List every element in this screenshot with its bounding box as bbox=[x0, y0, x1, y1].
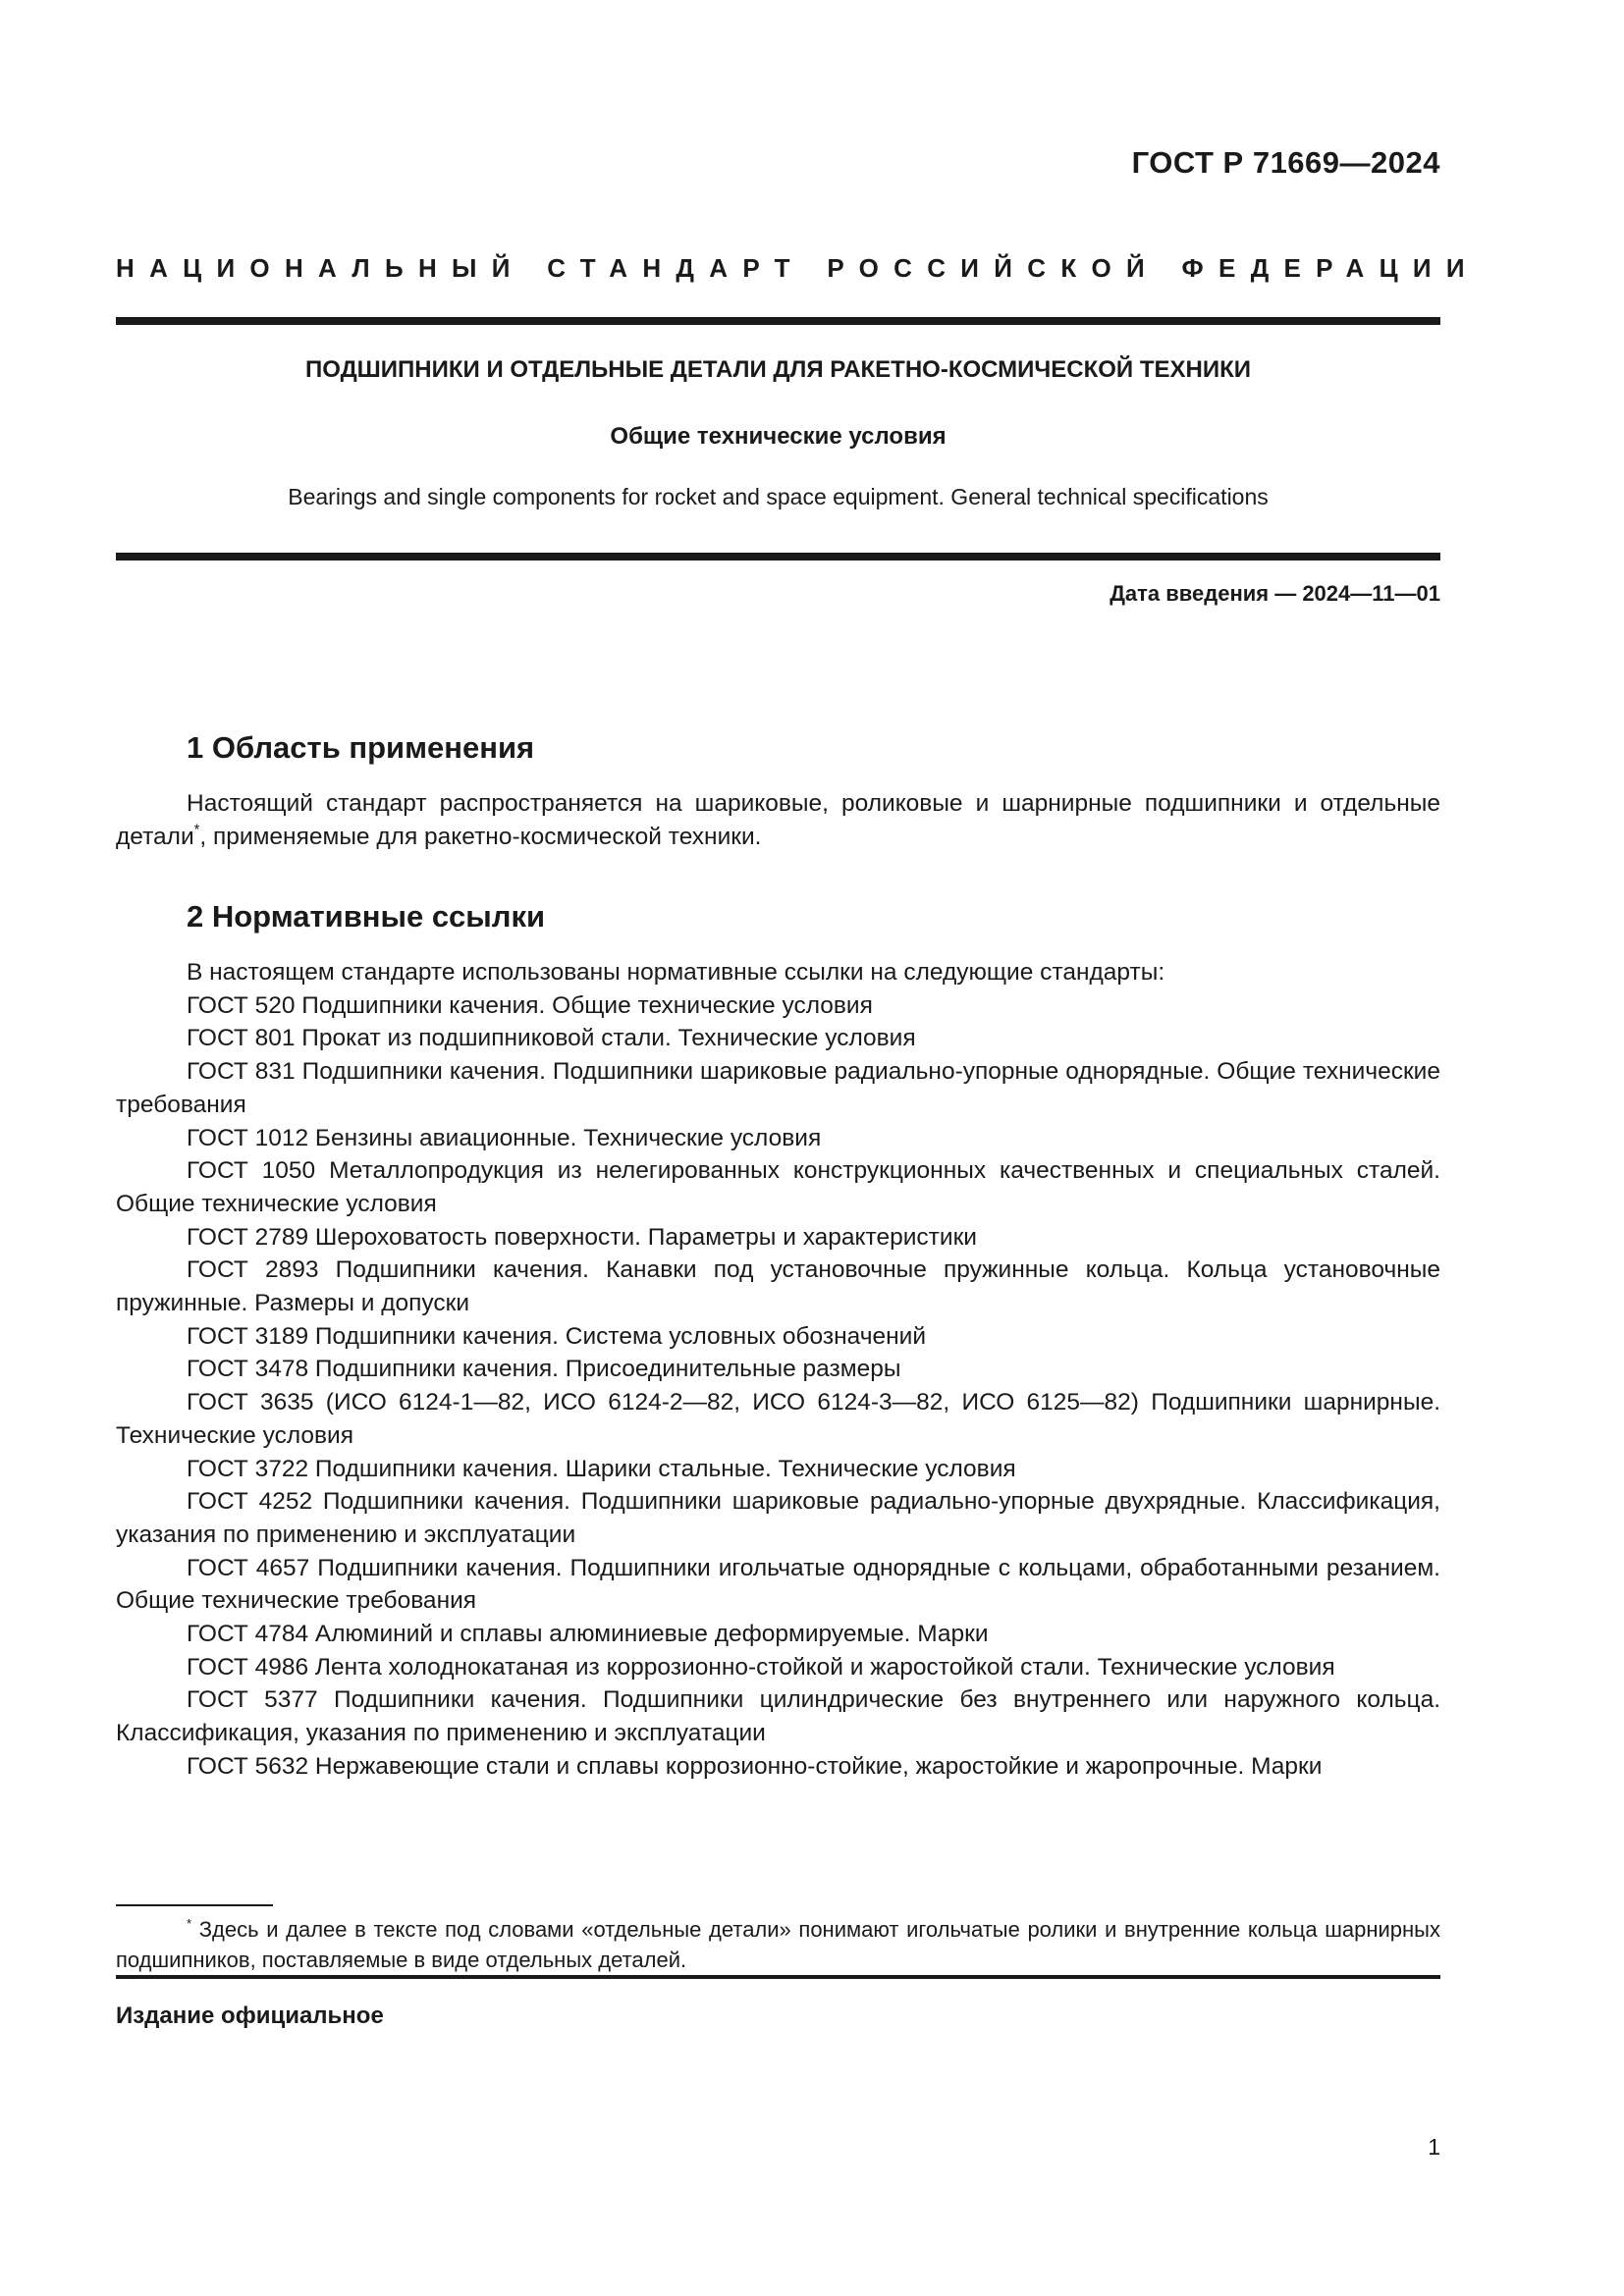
document-title: ПОДШИПНИКИ И ОТДЕЛЬНЫЕ ДЕТАЛИ ДЛЯ РАКЕТНО-КОСМИЧЕСКОЙ ТЕХНИКИ bbox=[304, 356, 1251, 383]
footer-rule bbox=[116, 1975, 1440, 1979]
references-intro: В настоящем стандарте использованы нормативные ссылки на следующие стандарты: bbox=[187, 959, 1165, 986]
scope-text-end: , применяемые для ракетно-космической техники. bbox=[199, 823, 762, 850]
reference-item: ГОСТ 520 Подшипники качения. Общие технические условия bbox=[187, 991, 873, 1019]
official-edition-label: Издание официальное bbox=[116, 2002, 384, 2029]
reference-item: ГОСТ 3635 (ИСО 6124-1—82, ИСО 6124-2—82, ИСО 6124-3—82, ИСО 6125—82) Подшипники шарнирные. Технические условия bbox=[116, 1389, 1440, 1449]
document-number: ГОСТ Р 71669—2024 bbox=[1131, 145, 1440, 180]
reference-item: ГОСТ 2893 Подшипники качения. Канавки под установочные пружинные кольца. Кольца установочные пружинные. Размеры и допуски bbox=[116, 1256, 1440, 1317]
reference-item: ГОСТ 5632 Нержавеющие стали и сплавы коррозионно-стойкие, жаростойкие и жаропрочные. Марки bbox=[187, 1752, 1323, 1780]
section-1-body bbox=[116, 787, 1440, 853]
section-2-heading: 2 Нормативные ссылки bbox=[187, 899, 546, 934]
national-standard-header: НАЦИОНАЛЬНЫЙ СТАНДАРТ РОССИЙСКОЙ ФЕДЕРАЦИИ bbox=[116, 253, 1480, 283]
reference-item: ГОСТ 2789 Шероховатость поверхности. Параметры и характеристики bbox=[187, 1223, 977, 1251]
reference-item: ГОСТ 4252 Подшипники качения. Подшипники шариковые радиально-упорные двухрядные. Классификация, указания по применению и эксплуатации bbox=[116, 1488, 1440, 1548]
document-title-english: Bearings and single components for rocket and space equipment. General technical specifications bbox=[288, 484, 1269, 509]
reference-item: ГОСТ 3189 Подшипники качения. Система условных обозначений bbox=[187, 1322, 927, 1350]
footnote-text: Здесь и далее в тексте под словами «отдельные детали» понимают игольчатые ролики и внутренние кольца шарнирных подшипников, поставляемые в виде отдельных деталей. bbox=[116, 1917, 1440, 1972]
reference-item: ГОСТ 4986 Лента холоднокатаная из коррозионно-стойкой и жаростойкой стали. Технические условия bbox=[187, 1653, 1335, 1681]
page-number: 1 bbox=[1428, 2134, 1440, 2160]
reference-item: ГОСТ 3722 Подшипники качения. Шарики стальные. Технические условия bbox=[187, 1455, 1016, 1482]
footnote-reference: * bbox=[193, 822, 200, 838]
document-subtitle: Общие технические условия bbox=[610, 423, 947, 450]
top-rule bbox=[116, 317, 1440, 325]
footnote-separator bbox=[116, 1904, 273, 1906]
footnote-mark: * bbox=[187, 1915, 192, 1931]
scope-text: Настоящий стандарт распространяется на шариковые, роликовые и шарнирные подшипники и отдельные детали bbox=[116, 790, 1440, 850]
scope-paragraph bbox=[116, 787, 1440, 853]
reference-item: ГОСТ 1050 Металлопродукция из нелегированных конструкционных качественных и специальных сталей. Общие технические условия bbox=[116, 1157, 1440, 1217]
introduction-date: Дата введения — 2024—11—01 bbox=[1110, 581, 1440, 606]
reference-item: ГОСТ 4784 Алюминий и сплавы алюминиевые деформируемые. Марки bbox=[187, 1621, 989, 1648]
title-rule bbox=[116, 553, 1440, 561]
section-1-heading: 1 Область применения bbox=[187, 730, 535, 765]
reference-item: ГОСТ 801 Прокат из подшипниковой стали. Технические условия bbox=[187, 1025, 916, 1052]
reference-item: ГОСТ 1012 Бензины авиационные. Технические условия bbox=[187, 1124, 822, 1151]
reference-item: ГОСТ 3478 Подшипники качения. Присоединительные размеры bbox=[187, 1356, 901, 1383]
reference-item: ГОСТ 831 Подшипники качения. Подшипники шариковые радиально-упорные однорядные. Общие технические требования bbox=[116, 1058, 1440, 1118]
reference-item: ГОСТ 4657 Подшипники качения. Подшипники игольчатые однорядные с кольцами, обработанными резанием. Общие технические требования bbox=[116, 1554, 1440, 1615]
reference-item: ГОСТ 5377 Подшипники качения. Подшипники цилиндрические без внутреннего или наружного кольца. Классификация, указания по применению и эксплуатации bbox=[116, 1686, 1440, 1747]
footnote bbox=[116, 1914, 1440, 1975]
section-2-body bbox=[116, 956, 1440, 1784]
